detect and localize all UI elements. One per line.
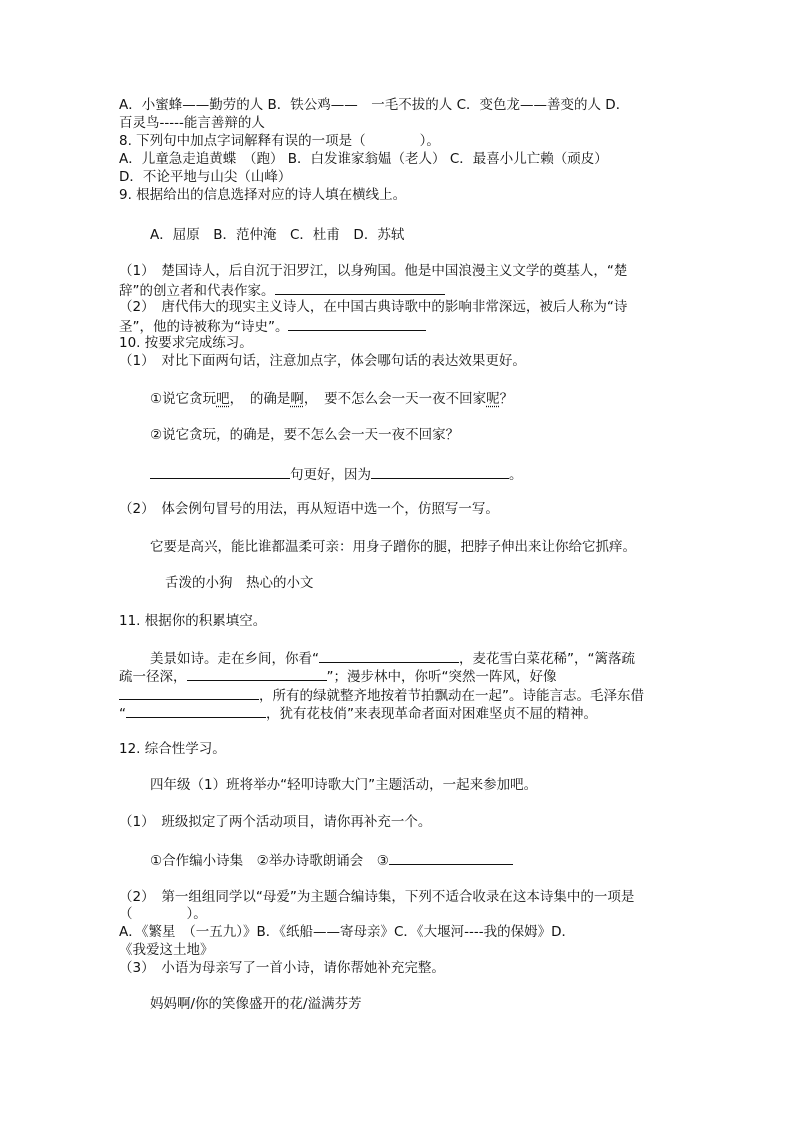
q11-blank-2[interactable] xyxy=(187,666,327,681)
q9-item2-line-1: （2） 唐代伟大的现实主义诗人，在中国古典诗歌中的影响非常深远，被后人称为“诗 xyxy=(119,299,628,315)
sentence-1-part: ， 要不怎么会一天一夜不回家 xyxy=(303,391,487,407)
q10-phrases: 舌泼的小狗 热心的小文 xyxy=(165,575,314,591)
q11-text: 疏一径深， xyxy=(119,669,187,685)
q9-item1-line-2 xyxy=(119,280,445,300)
dotted-word: 呢 xyxy=(486,391,500,407)
q12-item3-blank[interactable] xyxy=(389,850,513,865)
q10-answer-line xyxy=(150,464,523,484)
dotted-word: 吧 xyxy=(216,391,230,407)
q12-part2-line-2: （ ）。 xyxy=(119,906,207,922)
q11-line-4 xyxy=(119,703,597,723)
q9-item1-line-1: （1） 楚国诗人，后自沉于汨罗江，以身殉国。他是中国浪漫主义文学的奠基人，“楚 xyxy=(119,263,628,279)
q10-sentence-1 xyxy=(150,390,513,408)
q12-stem: 12. 综合性学习。 xyxy=(119,741,226,757)
q9-item2-blank[interactable] xyxy=(288,316,426,331)
dotted-word: 啊 xyxy=(290,391,304,407)
q8-stem: 8. 下列句中加点字词解释有误的一项是（ ）。 xyxy=(119,133,440,149)
q8-options-line-2: D．不论平地与山尖（山峰） xyxy=(119,169,292,185)
q10-part1: （1） 对比下面两句话，注意加点字，体会哪句话的表达效果更好。 xyxy=(119,353,526,369)
q10-sentence-2: ②说它贪玩，的确是，要不怎么会一天一夜不回家？ xyxy=(150,427,460,443)
q9-item2-line-2 xyxy=(119,316,426,336)
q12-items-text: ①合作编小诗集 ②举办诗歌朗诵会 ③ xyxy=(150,853,389,869)
q12-part2-line-1: （2） 第一组组同学以“母爱”为主题合编诗集，下列不适合收录在这本诗集中的一项是 xyxy=(119,889,635,905)
q12-part1: （1） 班级拟定了两个活动项目，请你再补充一个。 xyxy=(119,814,432,830)
q9-item2-text: 圣”，他的诗被称为“诗史”。 xyxy=(119,319,289,335)
q11-line-2 xyxy=(119,666,557,686)
q11-text: ，犹有花枝俏”来表现革命者面对困难坚贞不屈的精神。 xyxy=(266,706,597,722)
q11-text: 美景如诗。走在乡间，你看“ xyxy=(150,651,319,667)
q10-part2: （2） 体会例句冒号的用法，再从短语中选一个，仿照写一写。 xyxy=(119,501,499,517)
sentence-1-part: ①说它贪玩 xyxy=(150,391,217,407)
q10-stem: 10. 按要求完成练习。 xyxy=(119,335,253,351)
q11-blank-1[interactable] xyxy=(319,648,459,663)
q9-choices: A．屈原 B．范仲淹 C．杜甫 D．苏轼 xyxy=(150,227,405,243)
q7-options-line-1: A．小蜜蜂——勤劳的人 B．铁公鸡—— 一毛不拔的人 C．变色龙——善变的人 D． xyxy=(119,97,630,113)
q10-example: 它要是高兴，能比谁都温柔可亲：用身子蹭你的腿，把脖子伸出来让你给它抓痒。 xyxy=(150,539,636,555)
q11-text: ”；漫步林中，你听“突然一阵风，好像 xyxy=(326,669,557,685)
q11-text: ，所有的绿就整齐地按着节拍飘动在一起”。诗能言志。毛泽东借 xyxy=(259,688,644,704)
q12-poem: 妈妈啊/你的笑像盛开的花/溢满芬芳 xyxy=(150,996,362,1012)
q9-item1-blank[interactable] xyxy=(275,280,445,295)
q12-part3: （3） 小语为母亲写了一首小诗，请你帮她补充完整。 xyxy=(119,960,445,976)
q11-blank-4[interactable] xyxy=(126,703,266,718)
q11-text: “ xyxy=(119,706,126,722)
q10-answer-end: 。 xyxy=(509,467,523,483)
q8-options-line-1: A．儿童急走追黄蝶 （跑） B．白发谁家翁媪（老人） C．最喜小儿亡赖（顽皮） xyxy=(119,151,608,167)
q11-stem: 11. 根据你的积累填空。 xyxy=(119,613,267,629)
q10-better-sentence-blank[interactable] xyxy=(150,464,290,479)
q12-intro: 四年级（1）班将举办“轻叩诗歌大门”主题活动，一起来参加吧。 xyxy=(150,777,538,793)
q7-options-line-2: 百灵鸟-----能言善辩的人 xyxy=(119,115,265,131)
q11-line-3 xyxy=(119,685,644,705)
q10-answer-text: 句更好，因为 xyxy=(290,467,371,483)
q11-line-1 xyxy=(150,648,635,668)
q11-blank-3[interactable] xyxy=(119,685,259,700)
q12-part1-items xyxy=(150,850,513,870)
q9-item1-text: 辞”的创立者和代表作家。 xyxy=(119,283,275,299)
sentence-1-part: ？ xyxy=(499,391,514,407)
q12-part2-options-2: 《我爱这土地》 xyxy=(119,942,214,958)
q9-stem: 9. 根据给出的信息选择对应的诗人填在横线上。 xyxy=(119,187,407,203)
q11-text: ，麦花雪白菜花稀”，“篱落疏 xyxy=(459,651,635,667)
q12-part2-options-1: A．《繁星 （一五九）》B．《纸船——寄母亲》C．《大堰河----我的保姆》D． xyxy=(119,924,576,940)
q10-reason-blank[interactable] xyxy=(371,464,509,479)
sentence-1-part: ， 的确是 xyxy=(229,391,291,407)
